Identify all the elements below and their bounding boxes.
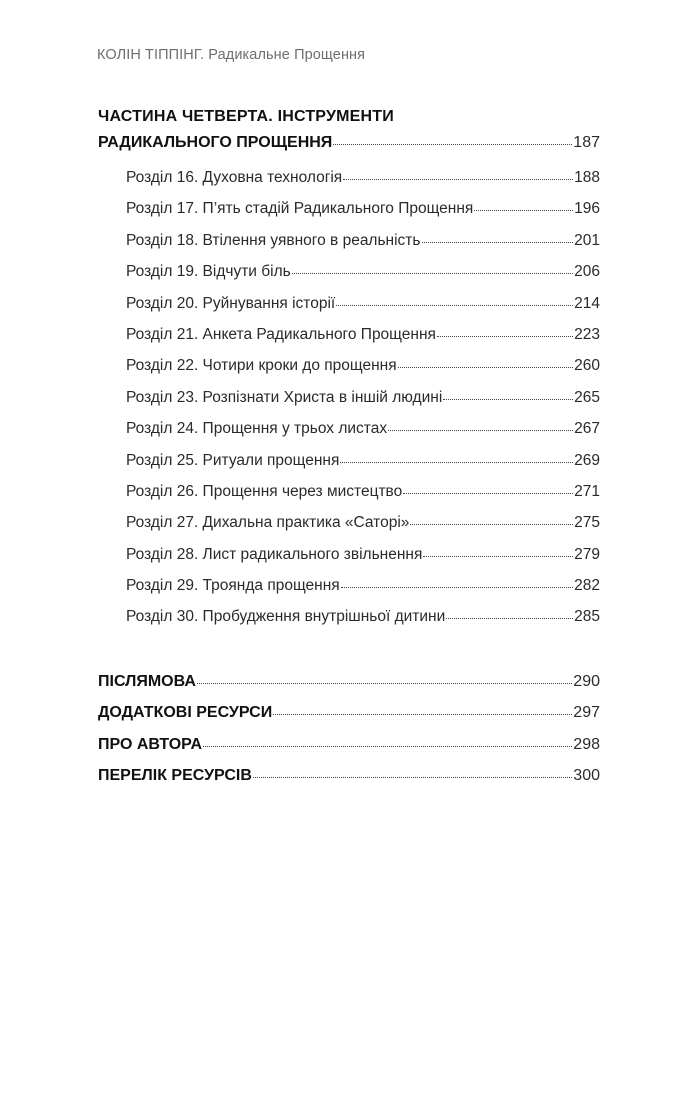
page-number: 260 <box>574 357 600 375</box>
dot-leader <box>273 714 572 715</box>
table-of-contents <box>98 104 600 791</box>
toc-chapter-row <box>126 288 600 319</box>
entry-title: ПІСЛЯМОВА <box>98 672 196 690</box>
dot-leader <box>446 618 573 619</box>
dot-leader <box>443 399 573 400</box>
toc-chapter-row <box>126 256 600 287</box>
toc-chapter-row <box>126 162 600 193</box>
entry-title: Розділ 18. Втілення уявного в реальність <box>126 231 421 249</box>
dot-leader <box>197 683 572 684</box>
page-number: 300 <box>573 767 600 785</box>
entry-title: Розділ 30. Пробудження внутрішньої дитини <box>126 608 446 626</box>
entry-title: Розділ 27. Дихальна практика «Саторі» <box>126 514 410 532</box>
page-number: 279 <box>574 545 600 563</box>
toc-backmatter-row <box>98 760 600 791</box>
dot-leader <box>398 367 574 368</box>
toc-chapter-row <box>126 319 600 350</box>
toc-chapter-row <box>126 445 600 476</box>
entry-title: Розділ 29. Троянда прощення <box>126 577 340 595</box>
page-number: 271 <box>574 482 600 500</box>
entry-title: ПРО АВТОРА <box>98 735 202 753</box>
dot-leader <box>388 430 573 431</box>
dot-leader <box>437 336 573 337</box>
dot-leader <box>340 462 573 463</box>
backmatter-list <box>98 666 600 792</box>
toc-chapter-row <box>126 350 600 381</box>
page-number: 267 <box>574 420 600 438</box>
dot-leader <box>343 179 573 180</box>
toc-chapter-row <box>126 413 600 444</box>
page-number: 201 <box>574 231 600 249</box>
toc-backmatter-row <box>98 666 600 697</box>
entry-title: Розділ 20. Руйнування історії <box>126 294 336 312</box>
toc-chapter-row <box>126 193 600 224</box>
page-number: 269 <box>574 451 600 469</box>
toc-chapter-row <box>126 476 600 507</box>
page-number: 298 <box>573 735 600 753</box>
entry-title: Розділ 21. Анкета Радикального Прощення <box>126 325 436 343</box>
entry-title: Розділ 16. Духовна технологія <box>126 169 343 186</box>
part-title-line1: ЧАСТИНА ЧЕТВЕРТА. ІНСТРУМЕНТИ <box>98 108 394 125</box>
entry-title: Розділ 23. Розпізнати Христа в іншій людині <box>126 388 443 406</box>
page-number: 282 <box>574 577 600 595</box>
entry-title: Розділ 24. Прощення у трьох листах <box>126 420 388 438</box>
toc-part-row <box>98 130 600 156</box>
dot-leader <box>474 210 573 211</box>
toc-backmatter-row <box>98 697 600 728</box>
page-number: 196 <box>574 200 600 218</box>
entry-title: Розділ 19. Відчути біль <box>126 263 291 281</box>
entry-title: ПЕРЕЛІК РЕСУРСІВ <box>98 767 252 785</box>
toc-chapter-row <box>126 382 600 413</box>
entry-title: Розділ 25. Ритуали прощення <box>126 451 340 469</box>
part-title-line2: РАДИКАЛЬНОГО ПРОЩЕННЯ <box>98 134 333 151</box>
toc-chapter-row <box>126 570 600 601</box>
dot-leader <box>403 493 573 494</box>
dot-leader <box>336 305 573 306</box>
page-number: 275 <box>574 514 600 532</box>
page-number: 285 <box>574 608 600 626</box>
dot-leader <box>341 587 573 588</box>
entry-title: Розділ 28. Лист радикального звільнення <box>126 545 423 563</box>
dot-leader <box>203 746 572 747</box>
dot-leader <box>410 524 573 525</box>
toc-chapter-row <box>126 539 600 570</box>
dot-leader <box>253 777 572 778</box>
toc-backmatter-row <box>98 729 600 760</box>
page-number: 214 <box>574 294 600 312</box>
dot-leader <box>422 242 574 243</box>
page-number: 290 <box>573 672 600 690</box>
entry-title: Розділ 26. Прощення через мистецтво <box>126 482 403 500</box>
page-number: 265 <box>574 388 600 406</box>
running-head: КОЛІН ТІППІНГ. Радикальне Прощення <box>97 47 366 63</box>
dot-leader <box>423 556 573 557</box>
toc-chapter-row <box>126 507 600 538</box>
toc-chapter-row <box>126 225 600 256</box>
entry-title: Розділ 17. П’ять стадій Радикального Прощення <box>126 200 474 218</box>
page-number: 188 <box>574 169 600 186</box>
page-number: 206 <box>574 263 600 281</box>
toc-chapter-row <box>126 601 600 632</box>
entry-title: Розділ 22. Чотири кроки до прощення <box>126 357 397 375</box>
page-number: 223 <box>574 325 600 343</box>
dot-leader <box>292 273 573 274</box>
entry-title: ДОДАТКОВІ РЕСУРСИ <box>98 704 273 722</box>
page-number: 187 <box>573 134 600 151</box>
chapter-list <box>126 162 600 633</box>
dot-leader <box>333 144 572 145</box>
page-number: 297 <box>573 704 600 722</box>
